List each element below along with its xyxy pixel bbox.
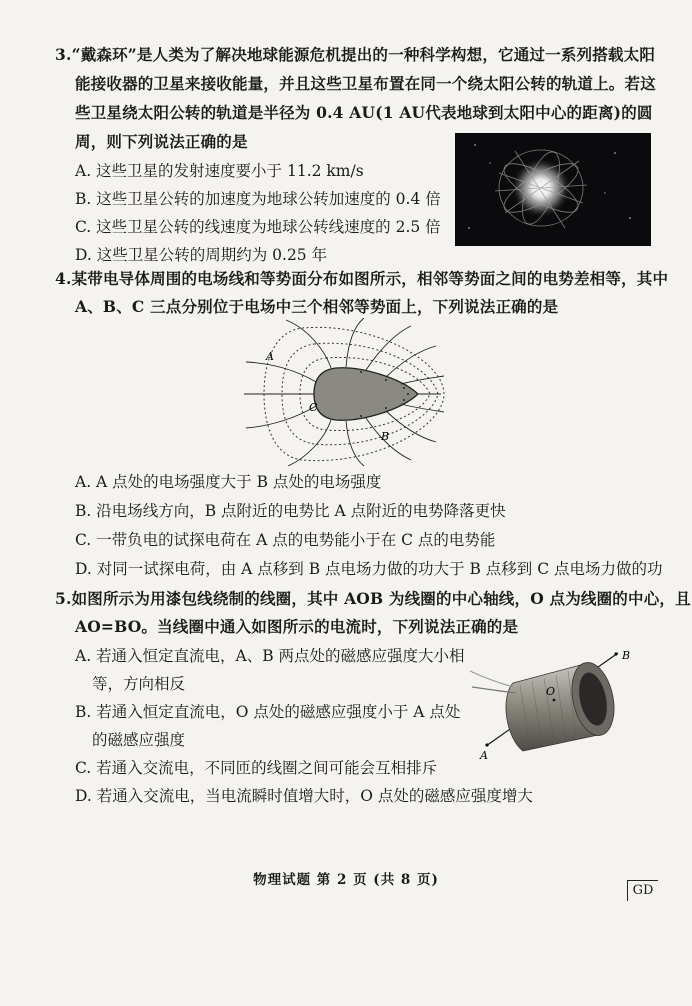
label-o: O <box>546 685 556 698</box>
q5-option-b-line-1: B. 若通入恒定直流电，O 点处的磁感应强度小于 A 点处 <box>75 703 461 721</box>
q4-line-1: 4.某带电导体周围的电场线和等势面分布如图所示，相邻等势面之间的电势差相等，其中 <box>55 269 669 288</box>
q4-line-2: A、B、C 三点分别位于电场中三个相邻等势面上，下列说法正确的是 <box>75 297 559 316</box>
label-b: B <box>381 430 390 443</box>
q3-option-b: B. 这些卫星公转的加速度为地球公转加速度的 0.4 倍 <box>75 190 441 208</box>
q3-option-d: D. 这些卫星公转的周期约为 0.25 年 <box>75 246 328 264</box>
electric-field-diagram <box>236 318 446 466</box>
page-footer: 物理试题 第 2 页 (共 8 页) <box>253 872 439 888</box>
coil-photo <box>458 643 654 761</box>
q5-option-b-line-2: 的磁感应强度 <box>92 731 186 749</box>
q5-option-d: D. 若通入交流电，当电流瞬时值增大时，O 点处的磁感应强度增大 <box>75 787 533 805</box>
q4-option-b: B. 沿电场线方向，B 点附近的电势比 A 点附近的电势降落更快 <box>75 502 506 520</box>
q3-line-4: 周，则下列说法正确的是 <box>75 132 248 151</box>
q4-option-a: A. A 点处的电场强度大于 B 点处的电场强度 <box>75 473 382 491</box>
q3-option-c: C. 这些卫星公转的线速度为地球公转线速度的 2.5 倍 <box>75 218 441 236</box>
q3-line-2: 能接收器的卫星来接收能量，并且这些卫星布置在同一个绕太阳公转的轨道上。若这 <box>75 74 656 93</box>
label-c: C <box>309 401 318 414</box>
q5-line-2: AO=BO。当线圈中通入如图所示的电流时，下列说法正确的是 <box>75 617 519 636</box>
q5-line-1: 5.如图所示为用漆包线绕制的线圈，其中 AOB 为线圈的中心轴线，O 点为线圈的中心，且 <box>55 589 691 608</box>
label-a: A <box>266 350 274 363</box>
q3-option-a: A. 这些卫星的发射速度要小于 11.2 km/s <box>75 162 364 180</box>
corner-mark: GD <box>627 880 658 901</box>
q5-option-a-line-1: A. 若通入恒定直流电，A、B 两点处的磁感应强度大小相 <box>75 647 465 665</box>
label-a: A <box>480 749 488 761</box>
q3-line-3: 些卫星绕太阳公转的轨道是半径为 0.4 AU(1 AU代表地球到太阳中心的距离)的圆 <box>75 103 653 122</box>
label-b: B <box>622 649 631 662</box>
q3-line-1: 3.“戴森环”是人类为了解决地球能源危机提出的一种科学构想，它通过一系列搭载太阳 <box>55 45 656 64</box>
dyson-ring-photo <box>455 133 651 246</box>
q4-option-c: C. 一带负电的试探电荷在 A 点的电势能小于在 C 点的电势能 <box>75 531 496 549</box>
q5-option-a-line-2: 等，方向相反 <box>92 675 186 693</box>
q5-option-c: C. 若通入交流电，不同匝的线圈之间可能会互相排斥 <box>75 759 438 777</box>
q4-option-d: D. 对同一试探电荷，由 A 点移到 B 点电场力做的功大于 B 点移到 C 点电场力做的功 <box>75 560 663 578</box>
